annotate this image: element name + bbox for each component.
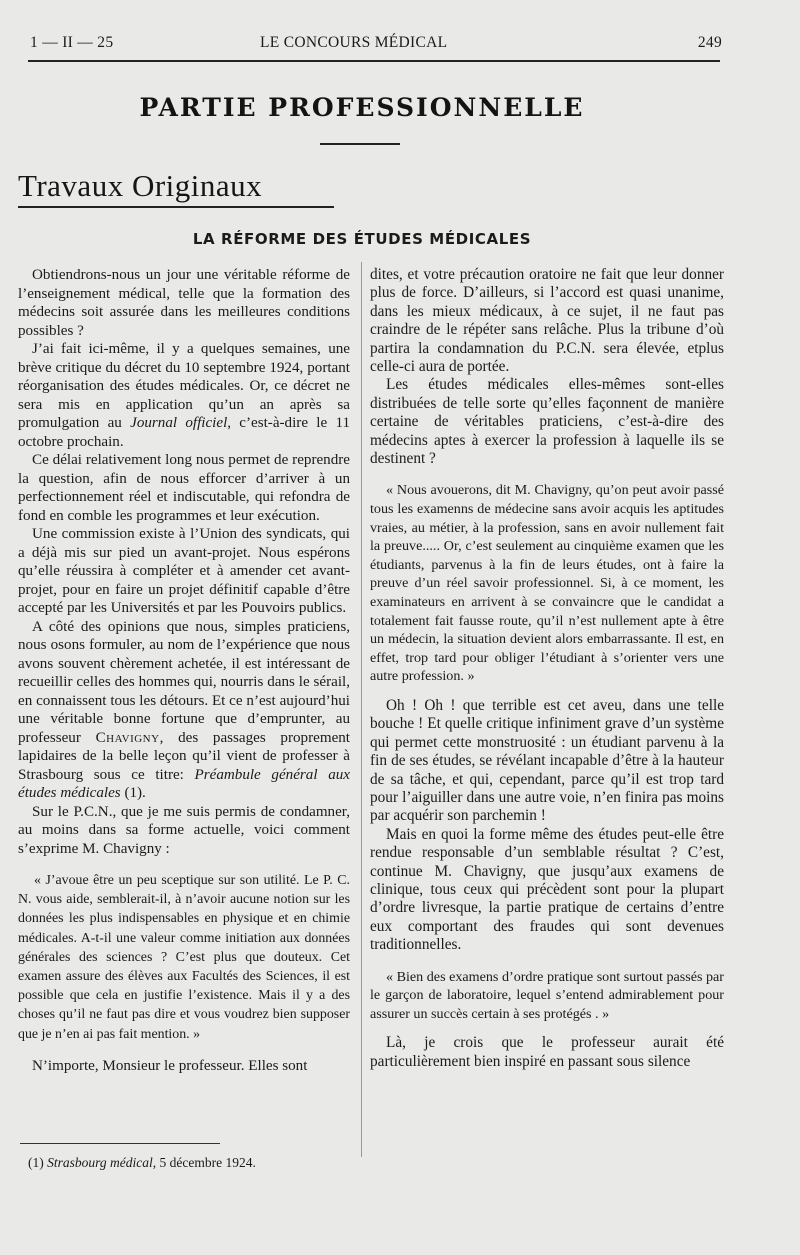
author-name: Chavigny bbox=[95, 729, 160, 746]
right-column bbox=[370, 266, 724, 1071]
paragraph: Les études médicales elles-mêmes sont-elles distribuées de telle sorte qu’elles façonnent de manière certaine de véritables praticiens, c’est-à-dire des médecins aptes à exercer la profession à laquelle ils se destinent ? bbox=[370, 376, 724, 468]
block-quote: « Bien des examens d’ordre pratique sont surtout passés par le garçon de laboratoire, lequel s’entend admirablement pour assurer un succès certain à ses protégés . » bbox=[370, 968, 724, 1022]
column-divider bbox=[361, 262, 362, 1157]
paragraph: Là, je crois que le professeur aurait été particulièrement bien inspiré en passant sous silence bbox=[370, 1034, 724, 1070]
running-head bbox=[30, 34, 722, 56]
paragraph: A côté des opinions que nous, simples praticiens, nous osons formuler, au nom de l’expérience que nous avons souvent chèrement achetée, il est intéressant de recueillir celles des hommes qui, nourris dans le sérail, en connaissent tous les détours. Et ce n’est aujourd’hui une véritable bonne fortune que d’emprunter, au professeur Chavigny, des passages proprement lapidaires de la belle leçon qu’il vient de professer à Strasbourg sous ce titre: Préambule général aux études médicales (1). bbox=[18, 618, 351, 801]
paragraph: Sur le P.C.N., que je me suis permis de condamner, au moins dans sa forme actuelle, voici comment s’exprime M. Chavigny : bbox=[18, 803, 350, 857]
left-column bbox=[18, 266, 350, 1075]
rubric-rule bbox=[18, 206, 334, 208]
article-title: LA RÉFORME DES ÉTUDES MÉDICALES bbox=[192, 230, 532, 248]
paragraph: N’importe, Monsieur le professeur. Elles sont bbox=[32, 1057, 308, 1074]
footnote: (1) Strasbourg médical, 5 décembre 1924. bbox=[28, 1155, 256, 1170]
rubric-heading: Travaux Originaux bbox=[18, 168, 263, 203]
paragraph: Une commission existe à l’Union des syndicats, qui a déjà mis sur pied un avant-projet. Nous espérons qu’elle réussira à compléter et à amender cet avant-projet, pour en faire un projet définitif capable d’être accepté par les Universités et par les Pouvoirs publics. bbox=[18, 526, 350, 616]
block-quote: « Nous avouerons, dit M. Chavigny, qu’on peut avoir passé tous les examenns de médecine sans avoir acquis les aptitudes vraies, au métier, à la profession, sans en avoir nullement fait la preuve..... Or, c’est seulement au cinquième examen que les étudiants, parvenus à la fin de leurs études, ont à faire la preuve d’un réel savoir professionnel. Si, à ce moment, les examinateurs en arrivent à se convaincre que le candidat a totalement fait fausse route, qu’il n’est nullement apte à être un médecin, la situation devient alors embarrassante. Il est, en effet, trop tard pour obliger l’étudiant à s’orienter vers une autre profession. » bbox=[370, 482, 724, 685]
paragraph: Ce délai relativement long nous permet de reprendre la question, afin de nous efforcer d’arriver à un perfectionnement réel et indiscutable, qui refondra de fond en comble les programmes et leur exécution. bbox=[18, 452, 350, 524]
paragraph: dites, et votre précaution oratoire ne fait que leur donner plus de force. D’ailleurs, si l’accord est quasi unanime, dans les mieux médicaux, à ce sujet, il ne faut pas craindre de le répéter sans relâche. Plus la tribune d’où partira la condamnation du P.C.N. sera élevée, etplus celle-ci aura de portée. bbox=[370, 266, 724, 376]
paragraph: J’ai fait ici-même, il y a quelques semaines, une brève critique du décret du 10 septembre 1924, portant réorganisation des études médicales. Or, ce décret ne sera mis en application qu’un an après sa promulgation au Journal officiel, c’est-à-dire le 11 octobre prochain. bbox=[18, 341, 350, 450]
section-title-rule bbox=[320, 143, 400, 145]
block-quote: « J’avoue être un peu sceptique sur son utilité. Le P. C. N. vous aide, semblerait-il, à n’avoir aucune notion sur les données les plus indispensables en physique et en chimie médicales. A-t-il une valeur comme initiation aux données générales des sciences ? C’est plus que douteux. Cet examen assure des élèves aux Facultés des Sciences, il est possible que cela en justifie l’existence. Mais il y a des choses qu’il ne faut pas dire et vous voudrez bien supposer que je n’en ai pas fait mention. » bbox=[18, 873, 350, 1042]
paragraph: Obtiendrons-nous un jour une véritable réforme de l’enseignement médical, telle que la formation des médecins soit assurée dans les meilleures conditions possibles ? bbox=[18, 267, 350, 339]
journal-name: LE CONCOURS MÉDICAL bbox=[260, 34, 448, 51]
issue-date: 1 — II — 25 bbox=[30, 34, 114, 51]
paragraph: Oh ! Oh ! que terrible est cet aveu, dans une telle bouche ! Et quelle critique infiniment grave d’un système qui permet cette monstruosité : un étudiant parvenu à la fin de ses études, se révélant incapable d’être à la hauteur de sa tâche, et qui, cependant, parce qu’il est trop tard pour l’aiguiller dans une autre voie, n’en finira pas moins par acquérir son parchemin ! bbox=[370, 697, 724, 825]
section-title: PARTIE PROFESSIONNELLE bbox=[139, 93, 585, 122]
page-number: 249 bbox=[697, 34, 722, 51]
paragraph: Mais en quoi la forme même des études peut-elle être rendue responsable d’un semblable résultat ? C’est, continue M. Chavigny, que jusqu’aux examens de clinique, tous ceux qui précèdent sont pour la plupart d’ordre livresque, la partie pratique de certains d’entre eux comportant des fraudes qui sont devenues traditionnelles. bbox=[370, 825, 724, 954]
header-rule bbox=[28, 60, 720, 62]
footnote-rule bbox=[20, 1143, 220, 1144]
